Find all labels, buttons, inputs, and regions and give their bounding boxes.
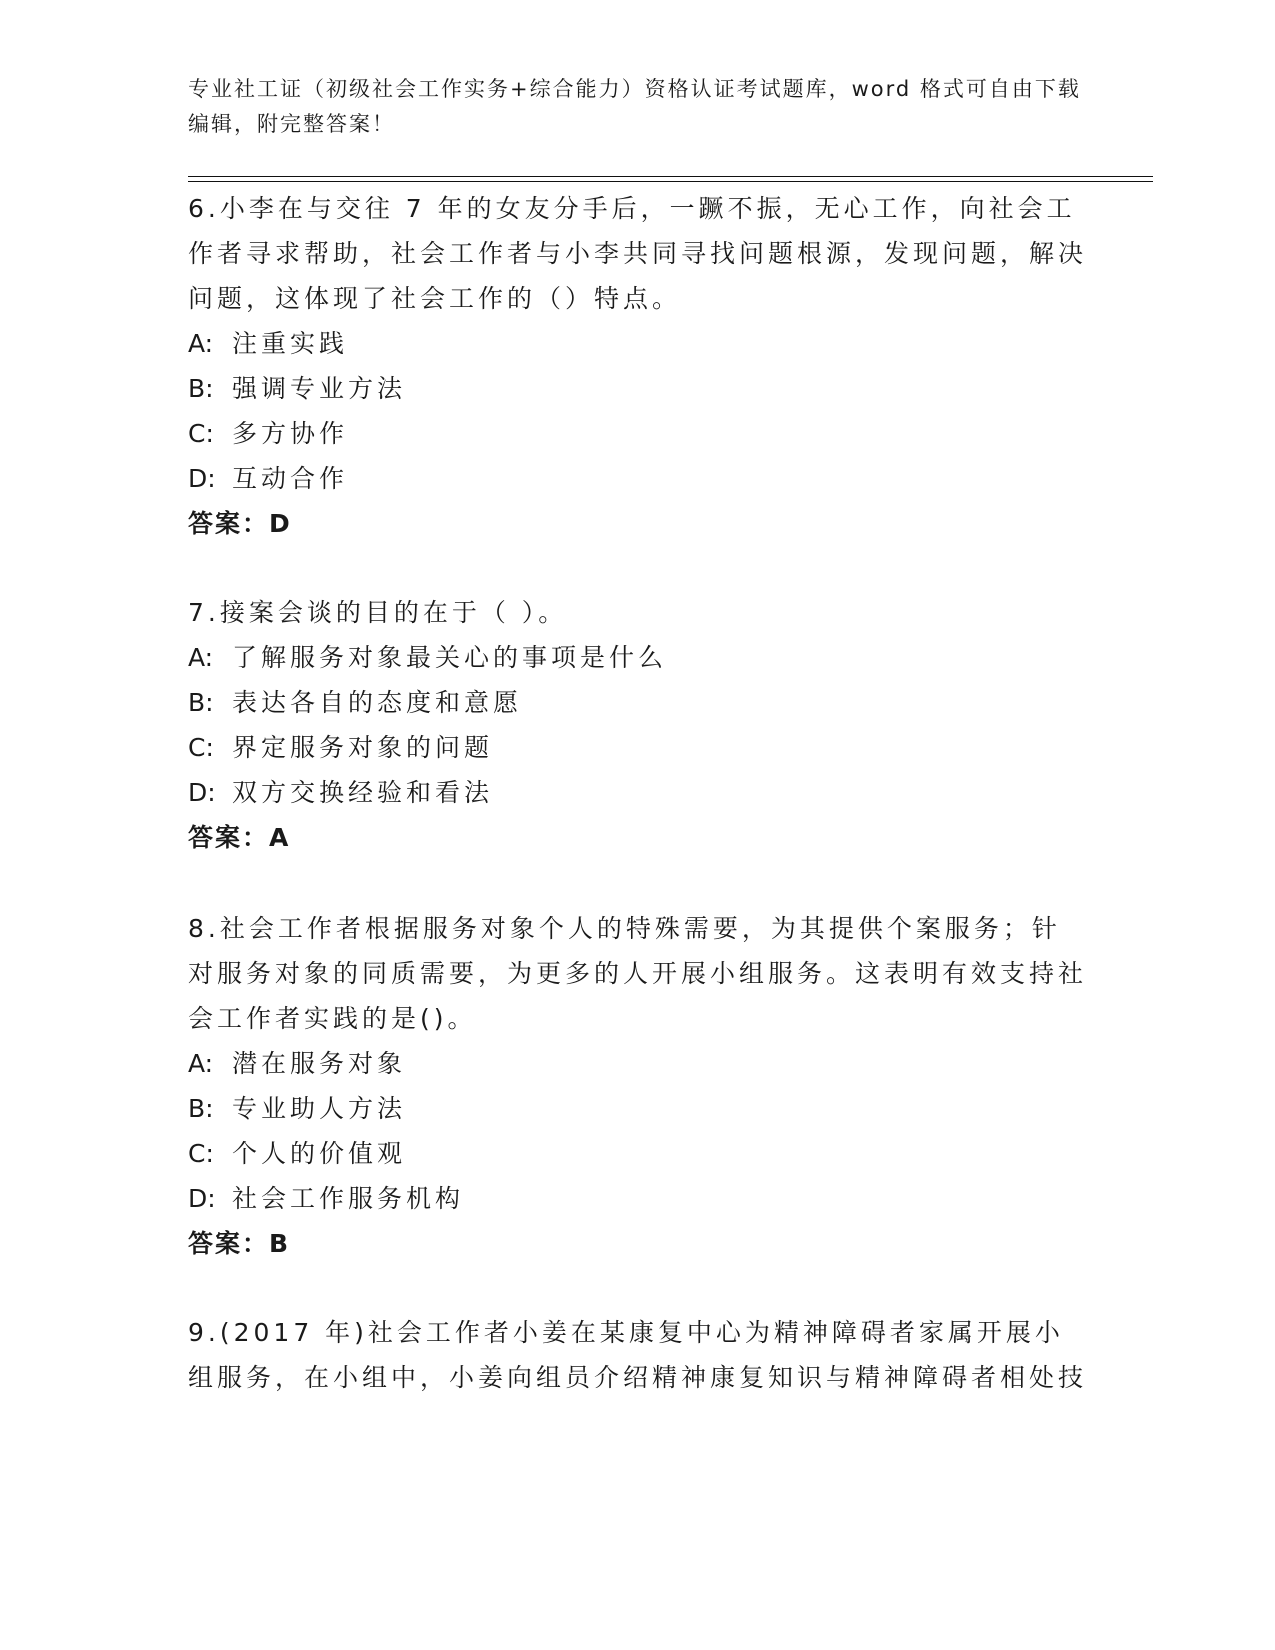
question-stem: 9.(2017 年)社会工作者小姜在某康复中心为精神障碍者家属开展小组服务，在小组中，小姜向组员介绍精神康复知识与精神障碍者相处技: [188, 1318, 1088, 1392]
option-text: 专业助人方法: [232, 1094, 407, 1123]
question-9: [188, 1310, 1088, 1400]
answer-line: 答案：A: [188, 823, 291, 852]
option-text: 双方交换经验和看法: [232, 778, 494, 807]
option-text: 强调专业方法: [232, 374, 407, 403]
answer-line: 答案：D: [188, 509, 292, 538]
option-text: 潜在服务对象: [232, 1049, 407, 1078]
option-text: 互动合作: [232, 464, 349, 493]
header-divider-top: [188, 176, 1153, 177]
option-a: [188, 1041, 1088, 1086]
option-key: A:: [188, 1049, 214, 1078]
option-text: 注重实践: [232, 329, 349, 358]
option-d: [188, 1176, 1088, 1221]
option-key: A:: [188, 643, 214, 672]
question-stem: 7.接案会谈的目的在于（ ）。: [188, 598, 568, 627]
document-header: 专业社工证（初级社会工作实务+综合能力）资格认证考试题库，word 格式可自由下载编辑，附完整答案！: [188, 77, 1081, 136]
question-6: [188, 186, 1088, 546]
option-text: 界定服务对象的问题: [232, 733, 494, 762]
option-text: 个人的价值观: [232, 1139, 407, 1168]
option-key: A:: [188, 329, 214, 358]
option-key: D:: [188, 778, 216, 807]
option-key: C:: [188, 733, 214, 762]
option-key: B:: [188, 374, 214, 403]
question-8: [188, 906, 1088, 1266]
question-7: [188, 590, 1088, 860]
option-key: B:: [188, 1094, 214, 1123]
question-stem: 8.社会工作者根据服务对象个人的特殊需要，为其提供个案服务；针对服务对象的同质需要，为更多的人开展小组服务。这表明有效支持社会工作者实践的是()。: [188, 914, 1088, 1033]
answer-line: 答案：B: [188, 1229, 291, 1258]
option-text: 了解服务对象最关心的事项是什么: [232, 643, 668, 672]
option-c: [188, 725, 1088, 770]
option-key: D:: [188, 1184, 216, 1213]
question-stem: 6.小李在与交往 7 年的女友分手后，一蹶不振，无心工作，向社会工作者寻求帮助，社会工作者与小李共同寻找问题根源，发现问题，解决问题，这体现了社会工作的（）特点。: [188, 194, 1088, 313]
option-text: 表达各自的态度和意愿: [232, 688, 523, 717]
option-b: [188, 1086, 1088, 1131]
option-a: [188, 321, 1088, 366]
header-divider-bottom: [188, 181, 1153, 182]
option-key: C:: [188, 1139, 214, 1168]
option-c: [188, 411, 1088, 456]
option-text: 多方协作: [232, 419, 349, 448]
option-key: D:: [188, 464, 216, 493]
option-b: [188, 366, 1088, 411]
option-d: [188, 456, 1088, 501]
option-d: [188, 770, 1088, 815]
option-key: C:: [188, 419, 214, 448]
option-key: B:: [188, 688, 214, 717]
option-a: [188, 635, 1088, 680]
option-text: 社会工作服务机构: [232, 1184, 465, 1213]
option-b: [188, 680, 1088, 725]
option-c: [188, 1131, 1088, 1176]
